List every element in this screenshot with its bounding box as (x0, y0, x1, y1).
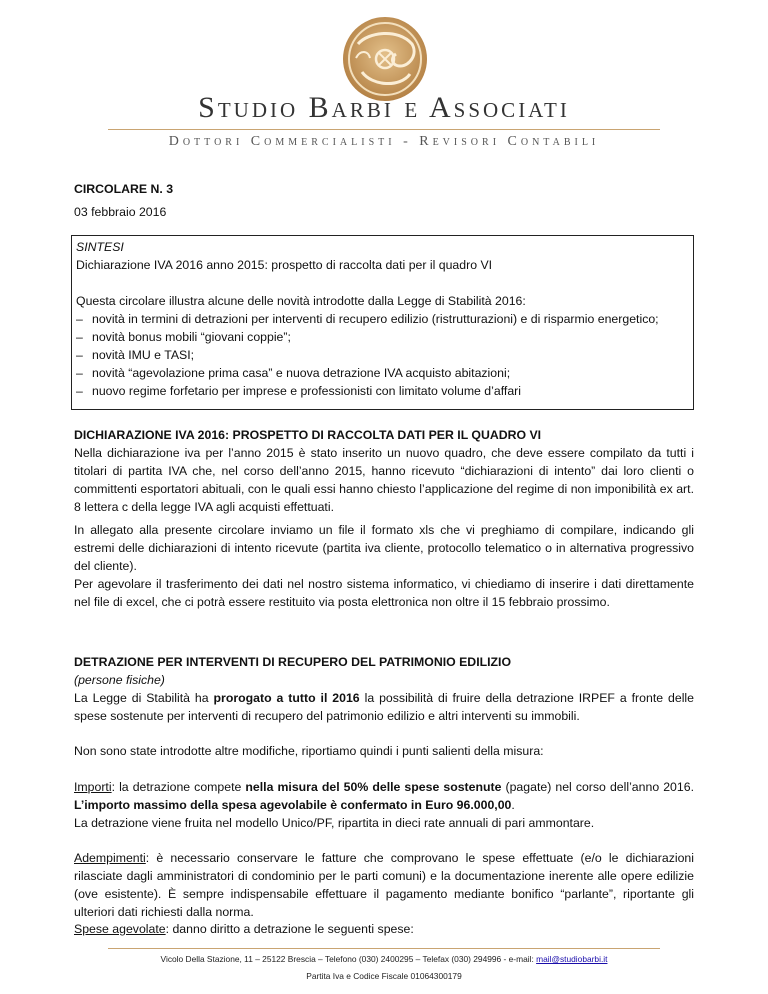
list-item-text: novità in termini di detrazioni per interventi di recupero edilizio (ristrutturazioni) e di risparmio energetico; (92, 312, 659, 326)
summary-title: Dichiarazione IVA 2016 anno 2015: prospetto di raccolta dati per il quadro VI (76, 258, 493, 272)
summary-intro: Questa circolare illustra alcune delle novità introdotte dalla Legge di Stabilità 2016: (76, 294, 526, 308)
footer-divider (108, 948, 660, 949)
text-run: (pagate) nel corso dell’anno 2016. (501, 780, 694, 794)
list-item-text: novità bonus mobili “giovani coppie”; (92, 330, 291, 344)
footer-vat: Partita Iva e Codice Fiscale 01064300179 (306, 971, 462, 981)
list-item (76, 346, 689, 364)
text-run: : danno diritto a detrazione le seguenti spese: (165, 922, 414, 936)
section-heading-iva: DICHIARAZIONE IVA 2016: PROSPETTO DI RACCOLTA DATI PER IL QUADRO VI (74, 428, 542, 442)
bullet-dash: – (76, 384, 83, 398)
list-item-text: novità “agevolazione prima casa” e nuova detrazione IVA acquisto abitazioni; (92, 366, 511, 380)
section-heading-edilizio: DETRAZIONE PER INTERVENTI DI RECUPERO DEL PATRIMONIO EDILIZIO (74, 655, 512, 669)
bullet-dash: – (76, 348, 83, 362)
paragraph-importi (74, 778, 694, 814)
bullet-dash: – (76, 366, 83, 380)
adempimenti-label: Adempimenti (74, 851, 146, 865)
paragraph-iva-2: In allegato alla presente circolare inviamo un file il formato xls che vi preghiamo di compilare, indicando gli estremi delle dichiarazioni di intento ricevute (partita iva cliente, protocollo telematico o in alternativa progressivo del cliente). (74, 523, 694, 573)
text-run: . (511, 798, 515, 812)
bullet-dash: – (76, 312, 83, 326)
firm-name: Studio Barbi e Associati (198, 91, 570, 124)
paragraph-edilizio-1 (74, 689, 694, 725)
paragraph-importi-2: La detrazione viene fruita nel modello Unico/PF, ripartita in dieci rate annuali di pari ammontare. (74, 816, 595, 830)
letterhead-divider (108, 129, 660, 130)
text-run: : è necessario conservare le fatture che comprovano le spese effettuate (e/o le dichiarazioni rilasciate dagli amministratori di condominio per le parti comuni) e la documentazione inerente alle opere edilizie (ove esistente). È sempre indispensabile effettuare il pagamento mediante bonifico “parlante”, riportante gli ulteriori dati richiesti dalla norma. (74, 851, 694, 919)
paragraph-adempimenti (74, 849, 694, 921)
footer-address (0, 954, 768, 964)
list-item (76, 364, 689, 382)
footer-address-text: Vicolo Della Stazione, 11 – 25122 Brescia – Telefono (030) 2400295 – Telefax (030) 294996 - e-mail: (160, 954, 537, 964)
list-item (76, 382, 689, 400)
summary-box (71, 235, 694, 410)
circular-number: CIRCOLARE N. 3 (74, 182, 174, 196)
bullet-dash: – (76, 330, 83, 344)
list-item (76, 328, 689, 346)
spese-label: Spese agevolate (74, 922, 166, 936)
paragraph-iva-1: Nella dichiarazione iva per l’anno 2015 è stato inserito un nuovo quadro, che deve essere compilato da tutti i titolari di partita IVA che, nel corso dell’anno 2015, hanno ricevuto “dichiarazioni di intento” dai loro clienti o committenti esportatori abituali, con le quali essi hanno chiesto l’applicazione del regime di non imponibilità ex art. 8 lettera c della legge IVA agli acquisti effettuati. (74, 446, 694, 514)
list-item-text: novità IMU e TASI; (92, 348, 195, 362)
summary-label: SINTESI (76, 240, 124, 254)
text-run-bold: L’importo massimo della spesa agevolabile è confermato in Euro 96.000,00 (74, 798, 512, 812)
importi-label: Importi (74, 780, 112, 794)
list-item-text: nuovo regime forfetario per imprese e professionisti con limitato volume d’affari (92, 384, 521, 398)
paragraph-iva-3: Per agevolare il trasferimento dei dati nel nostro sistema informatico, vi chiediamo di inserire i dati direttamente nel file di excel, che ci potrà essere restituito via posta elettronica non oltre il 15 febbraio prossimo. (74, 577, 694, 609)
summary-spacer (76, 274, 689, 292)
summary-list (76, 310, 689, 400)
text-run-bold: prorogato a tutto il 2016 (213, 691, 360, 705)
text-run: : la detrazione compete (111, 780, 246, 794)
section-subheading: (persone fisiche) (74, 673, 165, 687)
list-item (76, 310, 689, 328)
text-run-bold: nella misura del 50% delle spese sostenute (245, 780, 502, 794)
paragraph-edilizio-2: Non sono state introdotte altre modifiche, riportiamo quindi i punti salienti della misura: (74, 744, 544, 758)
text-run: La Legge di Stabilità ha (74, 691, 214, 705)
firm-subtitle: Dottori Commercialisti - Revisori Contabili (168, 134, 600, 149)
circular-date: 03 febbraio 2016 (74, 205, 167, 219)
paragraph-spese (74, 920, 694, 938)
footer-email-link[interactable]: mail@studiobarbi.it (536, 954, 608, 964)
text-run: la possibilità di fruire della detrazione IRPEF a fronte delle spese sostenute per interventi di recupero del patrimonio edilizio e altri interventi su immobili. (74, 691, 694, 723)
